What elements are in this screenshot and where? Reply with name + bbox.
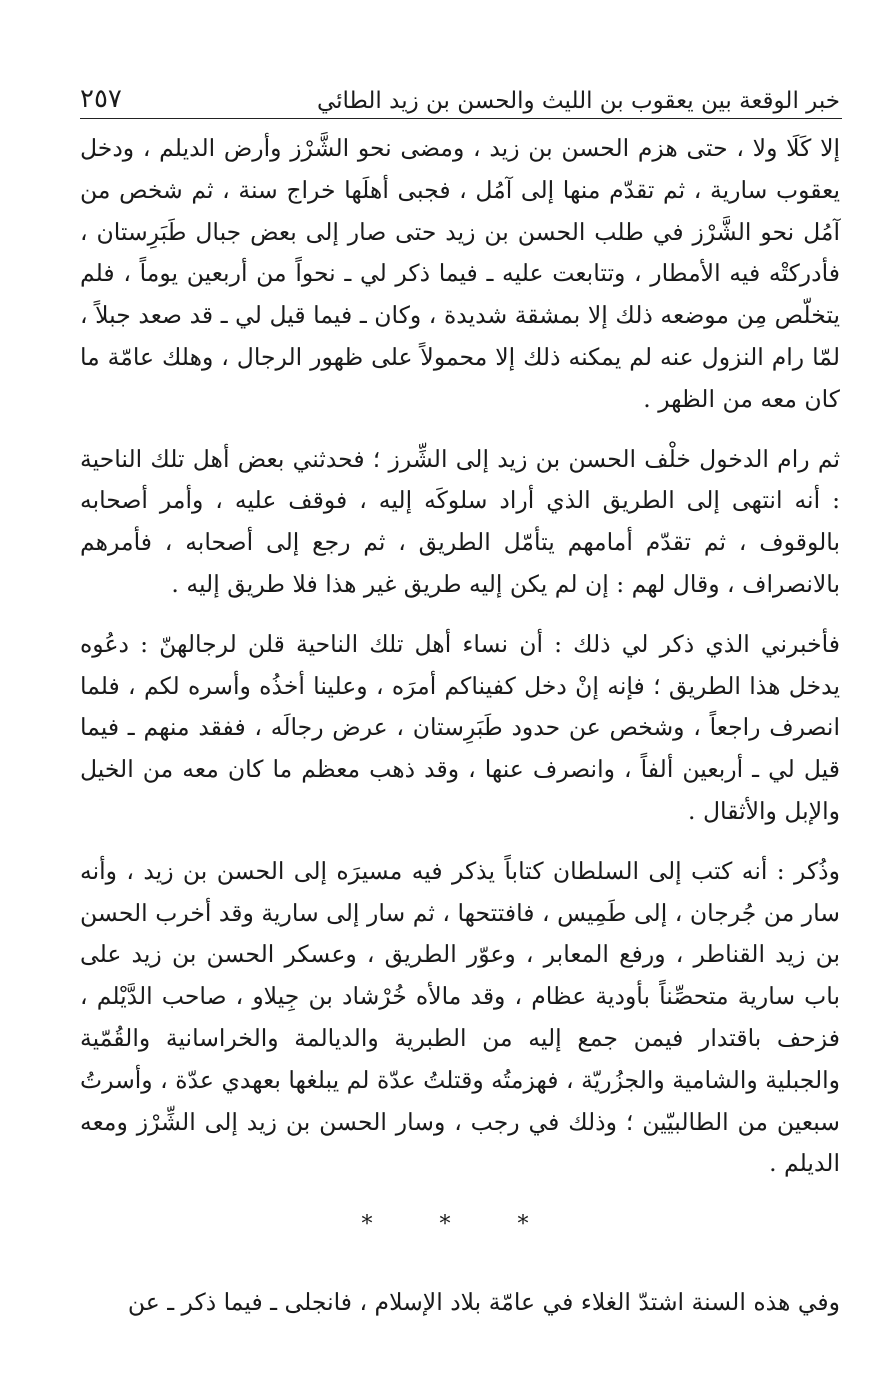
page-number: ٢٥٧ — [80, 84, 122, 114]
continuation-line: وفي هذه السنة اشتدّ الغلاء في عامّة بلاد الإسلام ، فانجلى ـ فيما ذكر ـ عن — [127, 1288, 840, 1316]
paragraph: إلا كَلَا ولا ، حتى هزم الحسن بن زيد ، ومضى نحو الشَّرْز وأرض الديلم ، ودخل يعقوب سارية ، ثم تقدّم منها إلى آمُل ، فجبى أهلَها خراج سنة ، ثم شخص من آمُل نحو الشَّرْز في طلب الحسن بن زيد حتى صار إلى بعض جبال طَبَرِستان ، فأدركتْه فيه الأمطار ، وتتابعت عليه ـ فيما ذكر لي ـ نحواً من أربعين يوماً ، فلم يتخلّص مِن موضعه ذلك إلا بمشقة شديدة ، وكان ـ فيما قيل لي ـ قد صعد جبلاً ، لمّا رام النزول عنه لم يمكنه ذلك إلا محمولاً على ظهور الرجال ، وهلك عامّة ما كان معه من الظهر . — [80, 134, 840, 413]
header-title: خبر الوقعة بين يعقوب بن الليث والحسن بن زيد الطائي — [316, 88, 840, 114]
main-text — [80, 128, 840, 1185]
header-divider — [80, 118, 842, 119]
section-separator: * * * — [361, 1212, 559, 1237]
running-header — [80, 66, 840, 114]
paragraph: ثم رام الدخول خلْف الحسن بن زيد إلى الشِّرز ؛ فحدثني بعض أهل تلك الناحية : أنه انتهى إلى الطريق الذي أراد سلوكَه إليه ، فوقف عليه ، وأمر أصحابه بالوقوف ، ثم تقدّم أمامهم يتأمّل الطريق ، ثم رجع إلى أصحابه ، فأمرهم بالانصراف ، وقال لهم : إن لم يكن إليه طريق غير هذا فلا طريق إليه . — [80, 444, 840, 598]
paragraph: وذُكر : أنه كتب إلى السلطان كتاباً يذكر فيه مسيرَه إلى الحسن بن زيد ، وأنه سار من جُرجان ، إلى طَمِيس ، فافتتحها ، ثم سار إلى سارية وقد أخرب الحسن بن زيد القناطر ، ورفع المعابر ، وعوّر الطريق ، وعسكر الحسن بن زيد على باب سارية متحصِّناً بأودية عظام ، وقد مالأه خُرْشاد بن جِيلاو ، صاحب الدَّيْلم ، فزحف باقتدار فيمن جمع إليه من الطبرية والديالمة والخراسانية والقُمّية والجبلية والشامية والجزُريّة ، فهزمتُه وقتلتُ عدّة لم يبلغها بعهدي عدّة ، وأسرتُ سبعين من الطالبيّين ؛ وذلك في رجب ، وسار الحسن بن زيد إلى الشِّرْز ومعه الديلم . — [80, 856, 840, 1178]
paragraph: فأخبرني الذي ذكر لي ذلك : أن نساء أهل تلك الناحية قلن لرجالهنّ : دعُوه يدخل هذا الطريق ؛ فإنه إنْ دخل كفيناكم أمرَه ، وعلينا أخذُه وأسره لكم ، فلما انصرف راجعاً ، وشخص عن حدود طَبَرِستان ، عرض رجالَه ، ففقد منهم ـ فيما قيل لي ـ أربعين ألفاً ، وانصرف عنها ، وقد ذهب معظم ما كان معه من الخيل والإبل والأثقال . — [80, 629, 840, 825]
